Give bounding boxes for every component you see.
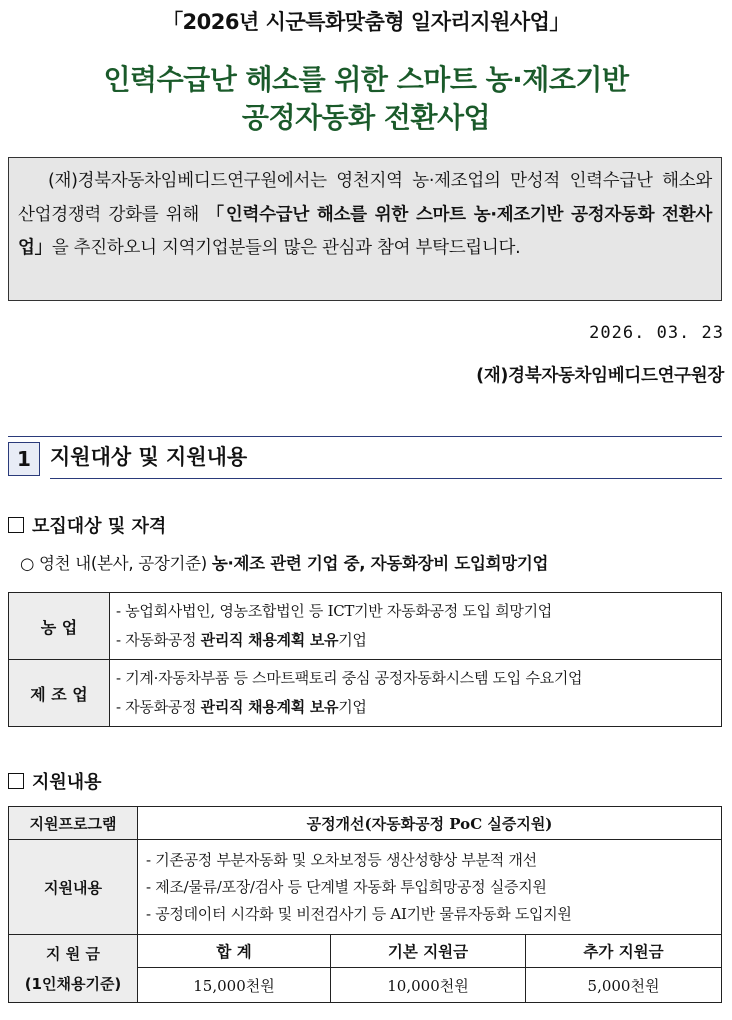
list-item: - 제조/물류/포장/검사 등 단계별 자동화 투입희망공정 실증지원 [146, 877, 547, 896]
section-number-badge: 1 [8, 442, 40, 476]
table-row [9, 593, 722, 660]
content-line [116, 626, 715, 655]
section-top-rule [8, 436, 722, 437]
intro-text-part1: (재)경북자동차임베디드연구원에서는 영천지역 농·제조업의 만성적 인력수급난 해소와 산업경쟁력 강화를 위해 [18, 171, 712, 225]
grant-label-line2: (1인채용기준) [24, 974, 122, 993]
content-items [138, 840, 722, 935]
checkbox-square-icon [8, 773, 24, 789]
grant-label-line1: 지 원 금 [46, 944, 100, 963]
list-item: - 기존공정 부분자동화 및 오차보정등 생산성향상 부분적 개선 [146, 850, 537, 869]
intro-highlight: 「인력수급난 해소를 위한 스마트 농·제조기반 공정자동화 전환사업」 [18, 204, 712, 258]
content-line: - 농업회사법인, 영농조합법인 등 ICT기반 자동화공정 도입 희망기업 [116, 602, 552, 620]
section-bottom-rule [50, 478, 722, 479]
grant-value-total: 15,000천원 [138, 968, 331, 1003]
content-text: - 자동화공정 [116, 631, 201, 649]
grant-label [9, 935, 138, 1003]
main-title-line2: 공정자동화 전환사업 [241, 101, 491, 134]
table-row [9, 807, 722, 840]
grant-value-extra: 5,000천원 [526, 968, 722, 1003]
program-value: 공정개선(자동화공정 PoC 실증지원) [138, 807, 722, 840]
content-label: 지원내용 [9, 840, 138, 935]
row-label-manufacturing: 제 조 업 [9, 660, 110, 727]
content-text: 기업 [338, 698, 367, 716]
content-line: - 기계·자동차부품 등 스마트팩토리 중심 공정자동화시스템 도입 수요기업 [116, 669, 583, 687]
document-top-title: 「2026년 시군특화맞춤형 일자리지원사업」 [162, 10, 570, 34]
list-item: - 공정데이터 시각화 및 비전검사기 등 AI기반 물류자동화 도입지원 [146, 904, 572, 923]
content-text: - 자동화공정 [116, 698, 201, 716]
content-line [116, 693, 715, 722]
issuer-org: (재)경북자동차임베디드연구원장 [476, 366, 724, 386]
support-table [8, 806, 722, 1003]
recruit-heading [8, 512, 166, 538]
support-heading-text: 지원내용 [32, 772, 102, 793]
content-text: 기업 [338, 631, 367, 649]
checkbox-square-icon [8, 517, 24, 533]
grant-header-extra: 추가 지원금 [526, 935, 722, 968]
table-row [9, 840, 722, 935]
intro-text-part2: 을 추진하오니 지역기업분들의 많은 관심과 참여 부탁드립니다. [51, 238, 521, 258]
row-label-agriculture: 농 업 [9, 593, 110, 660]
recruit-heading-text: 모집대상 및 자격 [32, 516, 167, 537]
content-bold: 관리직 채용계획 보유 [200, 631, 339, 649]
grant-value-base: 10,000천원 [331, 968, 526, 1003]
intro-box [8, 157, 722, 301]
content-bold: 관리직 채용계획 보유 [200, 698, 339, 716]
recruit-bullet-prefix: ○ 영천 내(본사, 공장기준) [20, 554, 212, 573]
table-row [9, 660, 722, 727]
support-heading [8, 768, 102, 794]
row-content-agriculture [110, 593, 722, 660]
table-row [9, 935, 722, 968]
main-title-line1: 인력수급난 해소를 위한 스마트 농·제조기반 [103, 63, 629, 96]
grant-header-base: 기본 지원금 [331, 935, 526, 968]
recruit-bullet-bold: 농·제조 관련 기업 중, 자동화장비 도입희망기업 [211, 554, 549, 573]
recruit-bullet [20, 550, 548, 574]
section-title: 지원대상 및 지원내용 [50, 445, 248, 469]
eligibility-table [8, 592, 722, 727]
row-content-manufacturing [110, 660, 722, 727]
grant-header-total: 합 계 [138, 935, 331, 968]
document-date: 2026. 03. 23 [589, 323, 724, 343]
program-label: 지원프로그램 [9, 807, 138, 840]
